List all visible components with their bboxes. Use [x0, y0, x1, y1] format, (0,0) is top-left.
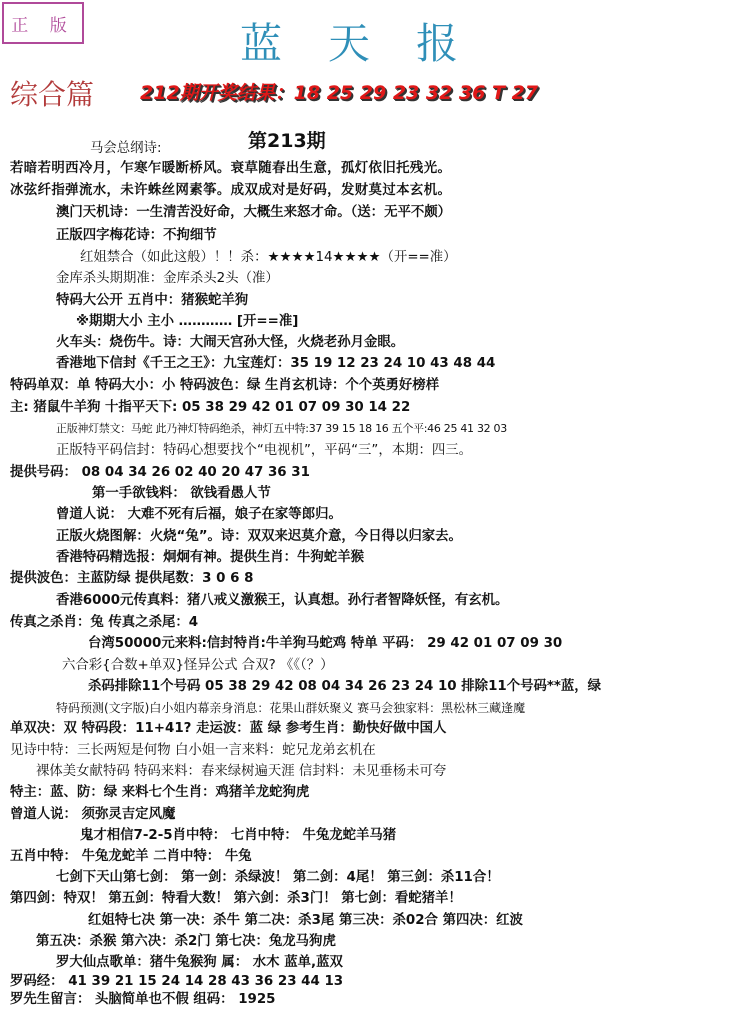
text-line: 曾道人说： 须弥灵吉定风魔 [10, 807, 176, 822]
text-line: 正版特平码信封：特码心想要找个“电视机”，平码“三”，本期：四三。 [56, 443, 473, 458]
text-line: 正版四字梅花诗：不拘细节 [56, 228, 217, 243]
text-line: 特码预测(文字版)白小姐内幕亲身消息：花果山群妖聚义 赛马会独家料：黑松林三藏逢魔 [56, 701, 526, 715]
text-line: 特码单双：单 特码大小：小 特码波色：绿 生肖玄机诗：个个英勇好榜样 [10, 378, 440, 393]
text-line: 正版火烧图解：火烧“兔”。诗：双双来迟莫介意，今日得以归家去。 [56, 529, 462, 544]
text-line: 特主：蓝、防：绿 来料七个生肖：鸡猪羊龙蛇狗虎 [10, 785, 310, 800]
text-line: 若暗若明西冷月，乍寒乍暖断桥风。衰草随春出生意，孤灯依旧托残光。 [10, 161, 452, 176]
text-line: 台湾50000元来料:信封特肖:牛羊狗马蛇鸡 特单 平码： 29 42 01 07 09 30 [88, 636, 563, 651]
text-line: ※期期大小 主小 ………… [开==准] [76, 314, 299, 329]
text-line: 六合彩{合数+单双}怪异公式 合双? 《《（？） [62, 658, 334, 673]
text-line: 特码大公开 五肖中：猪猴蛇羊狗 [56, 293, 249, 308]
section-title: 综合篇 [10, 78, 95, 111]
text-line: 提供号码： 08 04 34 26 02 40 20 47 36 31 [10, 465, 310, 480]
text-line: 罗大仙点歌单：猪牛兔猴狗 属： 水木 蓝单,蓝双 [56, 955, 343, 970]
text-line: 第四剑：特双！ 第五剑：特看大数！ 第六剑：杀3门！ 第七剑：看蛇猪羊！ [10, 891, 462, 906]
issue-number: 第213期 [248, 130, 326, 152]
text-line: 红姐禁合（如此这般）！！杀：★★★★14★★★★（开==准） [80, 250, 457, 265]
text-line: 传真之杀肖：兔 传真之杀尾：4 [10, 615, 199, 630]
text-line: 红姐特七决 第一决：杀牛 第二决：杀3尾 第三决：杀02合 第四决：红波 [88, 913, 523, 928]
text-line: 罗先生留言： 头脑简单也不假 组码： 1925 [10, 992, 276, 1007]
text-line: 提供波色：主蓝防绿 提供尾数：3 0 6 8 [10, 571, 254, 586]
text-line: 冰弦纤指弹流水，未许蛛丝网素筝。成双成对是好码，发财莫过本玄机。 [10, 183, 452, 198]
text-line: 五肖中特： 牛兔龙蛇羊 二肖中特： 牛兔 [10, 849, 252, 864]
text-line: 香港6000元传真料：猪八戒义激猴王，认真想。孙行者智降妖怪，有玄机。 [56, 593, 509, 608]
text-line: 杀码排除11个号码 05 38 29 42 08 04 34 26 23 24 10 排除11个号码**蓝，绿 [88, 679, 602, 694]
text-line: 香港特码精选报：炯炯有神。提供生肖：牛狗蛇羊猴 [56, 550, 364, 565]
text-line: 见诗中特：三长两短是何物 白小姐一言来料：蛇兄龙弟玄机在 [10, 743, 376, 758]
text-line: 单双决：双 特码段：11+41? 走运波：蓝 绿 参考生肖：勤快好做中国人 [10, 721, 447, 736]
text-line: 第五决：杀猴 第六决：杀2门 第七决：兔龙马狗虎 [36, 934, 336, 949]
text-line: 火车头：烧伤牛。诗：大闹天宫孙大怪，火烧老孙月金眼。 [56, 335, 405, 350]
text-line: 香港地下信封《千王之王》：九宝莲灯：35 19 12 23 24 10 43 48 44 [56, 356, 496, 371]
text-line: 曾道人说： 大难不死有后福，娘子在家等郎归。 [56, 507, 342, 522]
text-line: 金库杀头期期准：金库杀头2头（准） [56, 271, 279, 286]
text-line: 澳门天机诗：一生清苦没好命，大概生来怒才命。（送：无平不颇） [56, 205, 452, 220]
newspaper-masthead: 蓝天报 [239, 19, 504, 68]
text-line: 正版神灯禁文：马蛇 此乃神灯特码绝杀，神灯五中特:37 39 15 18 16 五个平:46 25 41 32 03 [56, 422, 507, 435]
text-line: 裸体美女献特码 特码来料：春来绿树遍天涯 信封料：未见垂杨未可夸 [36, 764, 447, 779]
text-line: 鬼才相信7-2-5肖中特： 七肖中特： 牛兔龙蛇羊马猪 [80, 828, 397, 843]
text-line: 七剑下天山第七剑： 第一剑：杀绿波！ 第二剑：4尾！ 第三剑：杀11合！ [56, 870, 500, 885]
genuine-stamp: 正 版 [2, 2, 84, 44]
text-line: 主: 猪鼠牛羊狗 十指平天下: 05 38 29 42 01 07 09 30 14 22 [10, 400, 411, 415]
previous-draw-result: 212期开奖结果：18 25 29 23 32 36 T 27 [140, 82, 539, 104]
text-line: 第一手欲钱料： 欲钱看愚人节 [92, 486, 271, 501]
text-line: 罗码经： 41 39 21 15 24 14 28 43 36 23 44 13 [10, 974, 344, 989]
text-line: 马会总纲诗: [90, 141, 162, 156]
